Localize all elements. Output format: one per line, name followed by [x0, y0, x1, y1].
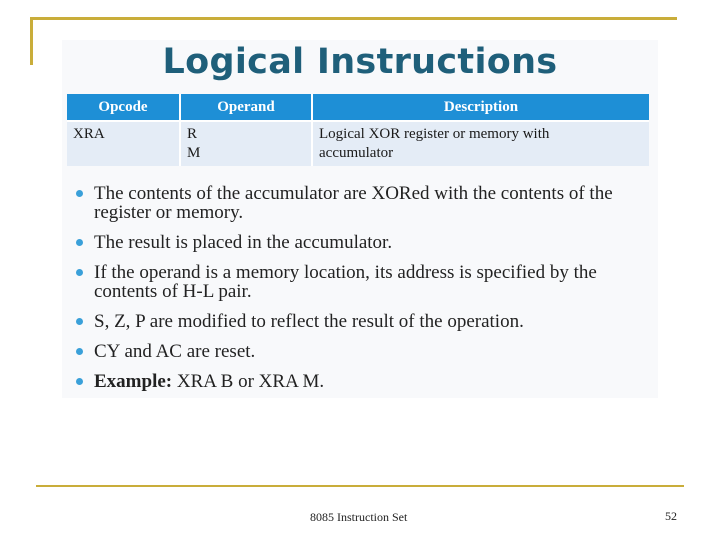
slide-content-image — [62, 40, 658, 398]
bullet-text: The contents of the accumulator are XORed with the contents of the register or memory. — [94, 183, 613, 223]
list-item — [74, 184, 644, 222]
list-item — [74, 312, 644, 331]
bullet-text: S, Z, P are modified to reflect the result of the operation. — [94, 311, 524, 332]
cell-operand — [180, 121, 312, 166]
footer-title: 8085 Instruction Set — [310, 510, 408, 524]
operand-line: M — [187, 145, 201, 161]
description-line: Logical XOR register or memory with — [319, 126, 550, 142]
bullet-icon — [76, 318, 83, 325]
cell-description — [312, 121, 649, 166]
cell-opcode: XRA — [67, 121, 180, 166]
example-label: Example: — [94, 371, 173, 392]
bullet-text: CY and AC are reset. — [94, 341, 256, 362]
slide-title: Logical Instructions — [162, 42, 558, 82]
table-row — [67, 121, 649, 166]
header-opcode: Opcode — [67, 94, 180, 121]
frame-left-line — [30, 17, 33, 65]
footer-divider — [36, 485, 684, 487]
header-description: Description — [312, 94, 649, 121]
frame-top-line — [30, 17, 677, 20]
example-text: XRA B or XRA M. — [176, 371, 325, 392]
bullet-text: The result is placed in the accumulator. — [94, 232, 393, 253]
list-item — [74, 263, 644, 301]
bullet-icon — [76, 378, 83, 385]
table-header-row — [67, 94, 649, 121]
bullet-list — [74, 184, 644, 402]
page-number: 52 — [665, 509, 677, 523]
list-item — [74, 342, 644, 361]
bullet-icon — [76, 348, 83, 355]
header-operand: Operand — [180, 94, 312, 121]
list-item-example — [74, 372, 644, 391]
instruction-table — [67, 94, 649, 166]
list-item — [74, 233, 644, 252]
operand-line: R — [187, 126, 198, 142]
bullet-icon — [76, 239, 83, 246]
bullet-icon — [76, 269, 83, 276]
bullet-text: If the operand is a memory location, its address is specified by the contents of H-L pair. — [94, 262, 597, 302]
description-line: accumulator — [319, 145, 394, 161]
bullet-icon — [76, 190, 83, 197]
